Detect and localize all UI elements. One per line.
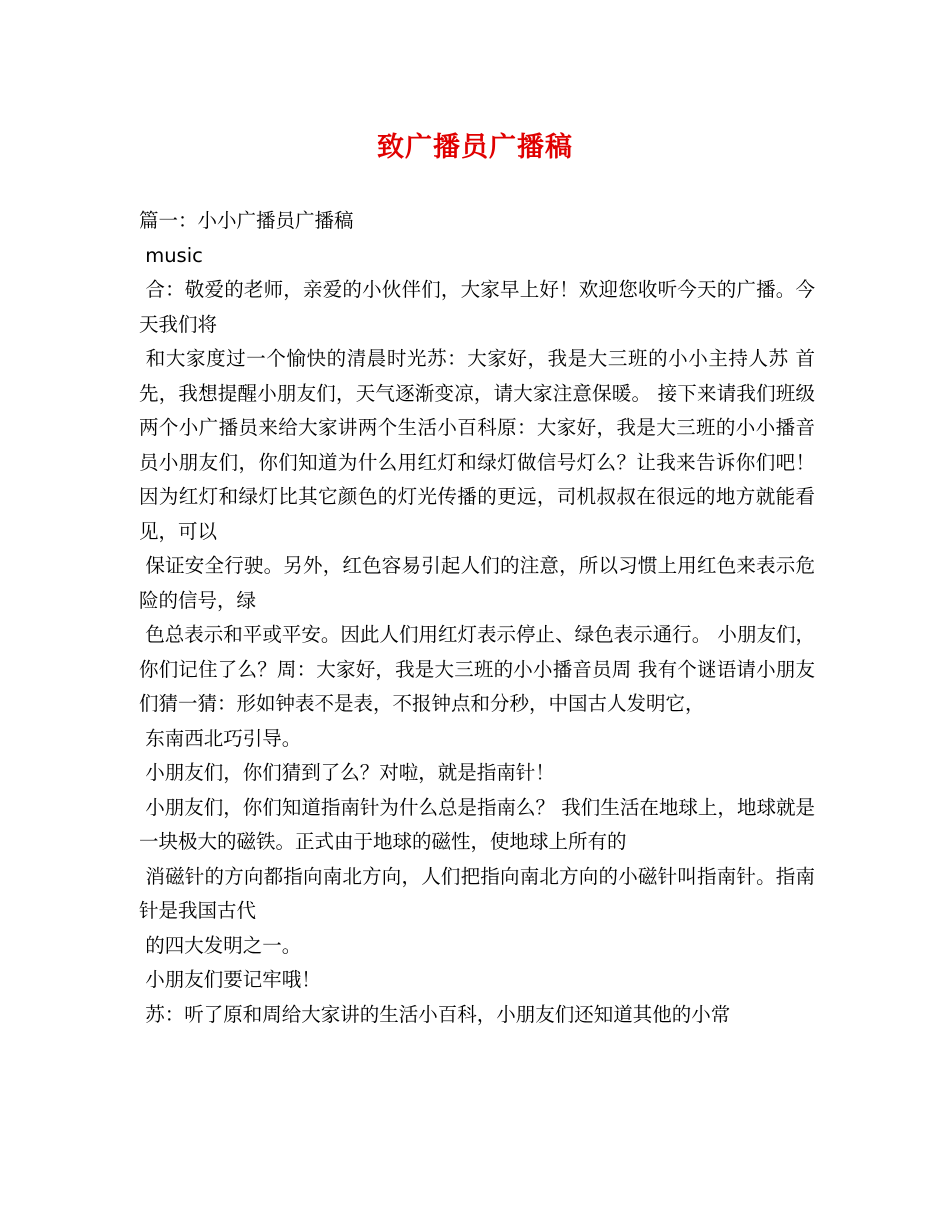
paragraph: 合：敬爱的老师，亲爱的小伙伴们，大家早上好！欢迎您收听今天的广播。今天我们将 (139, 278, 815, 336)
document-title: 致广播员广播稿 (377, 132, 573, 163)
paragraph: 和大家度过一个愉快的清晨时光苏：大家好，我是大三班的小小主持人苏 首先，我想提醒小朋友们，天气逐渐变凉，请大家注意保暖。 接下来请我们班级两个小广播员来给大家讲两个生活小百科原：大家好，我是大三班的小小播音员小朋友们，你们知道为什么用红灯和绿灯做信号灯么？让我来告诉你们吧！ 因为红灯和绿灯比其它颜色的灯光传播的更远，司机叔叔在很远的地方就能看见，可以 (139, 347, 822, 543)
paragraph: 的四大发明之一。 (139, 933, 302, 957)
paragraph: 小朋友们，你们猜到了么？对啦，就是指南针！ (139, 761, 555, 784)
paragraph: 小朋友们要记牢哦！ (139, 968, 321, 991)
paragraph: 东南西北巧引导。 (139, 726, 302, 750)
paragraph: 小朋友们，你们知道指南针为什么总是指南么？ 我们生活在地球上，地球就是一块极大的磁铁。正式由于地球的磁性，使地球上所有的 (139, 795, 815, 853)
paragraph: 保证安全行驶。另外，红色容易引起人们的注意，所以习惯上用红色来表示危险的信号，绿 (139, 554, 815, 612)
paragraph: 色总表示和平或平安。因此人们用红灯表示停止、绿色表示通行。 小朋友们，你们记住了么？周：大家好，我是大三班的小小播音员周 我有个谜语请小朋友们猜一猜：形如钟表不是表，不报钟点和分秒，中国古人发明它， (139, 623, 815, 715)
section-heading: 篇一：小小广播员广播稿 (139, 209, 354, 232)
paragraph: music (139, 243, 203, 267)
paragraph: 苏：听了原和周给大家讲的生活小百科，小朋友们还知道其他的小常 (139, 1002, 731, 1026)
paragraph: 消磁针的方向都指向南北方向，人们把指向南北方向的小磁针叫指南针。指南针是我国古代 (139, 864, 815, 922)
document-body (139, 204, 822, 1032)
